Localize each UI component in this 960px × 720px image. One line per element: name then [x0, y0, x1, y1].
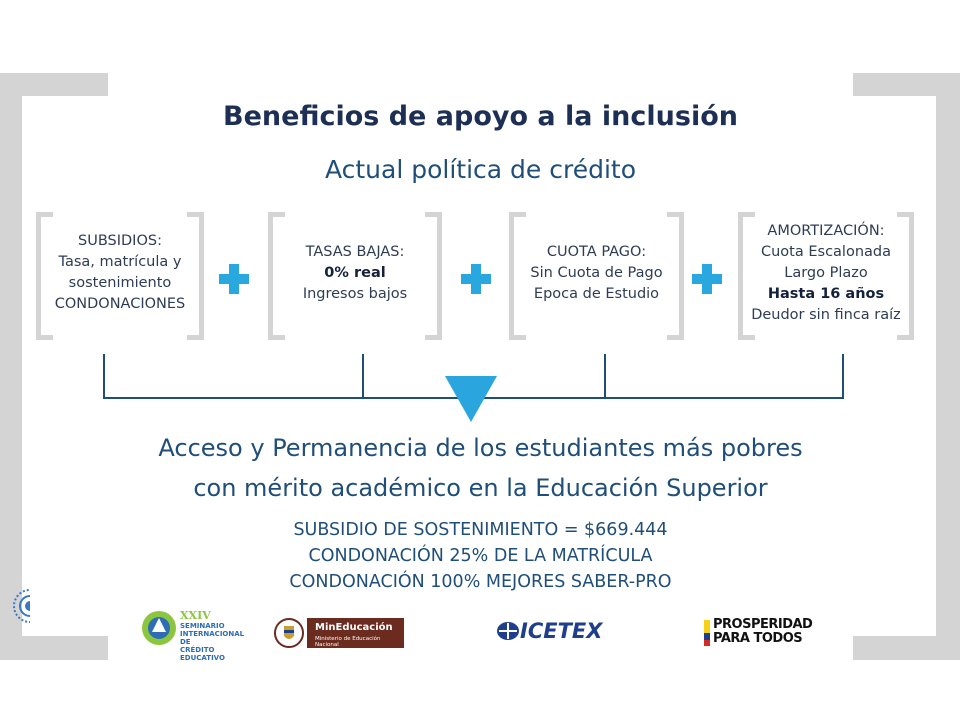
- box-line: Deudor sin finca raíz: [751, 306, 901, 323]
- result-line-2: con mérito académico en la Educación Superior: [193, 474, 768, 502]
- box-line: Ingresos bajos: [302, 285, 408, 302]
- prosperidad-line: PROSPERIDAD: [713, 617, 813, 632]
- prosperidad-text: [713, 618, 812, 646]
- logo-mineducacion: [274, 616, 404, 650]
- plus-icon: [692, 264, 722, 294]
- connector-line: [103, 354, 105, 399]
- icetex-name: ICETEX: [520, 619, 603, 643]
- connector-line: [362, 354, 364, 399]
- box-text: [748, 212, 904, 334]
- box-text: [523, 212, 670, 334]
- connector-line: [604, 354, 606, 399]
- frame-right-inner: [852, 96, 936, 636]
- mineducacion-box: [307, 618, 404, 648]
- logo-seminario: [140, 604, 254, 662]
- benefit-box-tasas: [268, 212, 442, 334]
- detail-line: CONDONACIÓN 100% MEJORES SABER-PRO: [289, 572, 672, 592]
- mineducacion-name: MinEducación: [315, 622, 393, 633]
- slide-subtitle: Actual política de crédito: [324, 155, 637, 184]
- coat-of-arms-icon: [274, 616, 304, 650]
- icetex-globe-icon: [496, 621, 520, 641]
- box-line: CONDONACIONES: [54, 296, 186, 312]
- seminario-numeral: XXIV: [180, 609, 211, 622]
- benefit-box-amortizacion: [738, 212, 914, 334]
- seminario-text: [180, 610, 254, 662]
- colombia-flag-icon: [704, 620, 710, 646]
- seal-icon: [8, 588, 30, 624]
- box-line: SUBSIDIOS:: [78, 233, 162, 249]
- box-text: [50, 212, 190, 334]
- box-line: Cuota Escalonada: [760, 243, 891, 260]
- box-line: Largo Plazo: [784, 264, 868, 281]
- box-line: TASAS BAJAS:: [305, 243, 405, 260]
- prosperidad-line: PARA TODOS: [713, 631, 803, 646]
- arrow-down-icon: [445, 376, 497, 422]
- benefit-box-subsidios: [36, 212, 204, 334]
- box-line-bold: 0% real: [324, 264, 386, 281]
- box-line: Epoca de Estudio: [533, 285, 660, 302]
- detail-line: SUBSIDIO DE SOSTENIMIENTO = $669.444: [293, 520, 668, 540]
- result-line-1: Acceso y Permanencia de los estudiantes más pobres: [158, 434, 803, 462]
- detail-line: CONDONACIÓN 25% DE LA MATRÍCULA: [308, 546, 653, 566]
- plus-icon: [461, 264, 491, 294]
- box-line: Tasa, matrícula y: [58, 254, 182, 270]
- benefit-box-cuota: [509, 212, 684, 334]
- seminario-line: CRÉDITO EDUCATIVO: [180, 646, 225, 662]
- slide-title: Beneficios de apoyo a la inclusión: [223, 101, 738, 132]
- box-line: AMORTIZACIÓN:: [767, 222, 885, 239]
- box-line-bold: Hasta 16 años: [767, 285, 885, 302]
- box-line: Sin Cuota de Pago: [530, 264, 663, 281]
- box-line: sostenimiento: [68, 275, 172, 291]
- seminario-line: SEMINARIO INTERNACIONAL DE: [180, 622, 245, 646]
- seminario-badge-icon: [140, 606, 178, 650]
- connector-line: [842, 354, 844, 399]
- mineducacion-tagline: Ministerio de Educación Nacional: [315, 636, 381, 648]
- logo-icetex: [496, 619, 610, 643]
- box-text: [282, 212, 428, 334]
- plus-icon: [219, 264, 249, 294]
- box-line: CUOTA PAGO:: [546, 243, 647, 260]
- logo-prosperidad: [704, 618, 824, 648]
- frame-left-inner: [22, 96, 110, 636]
